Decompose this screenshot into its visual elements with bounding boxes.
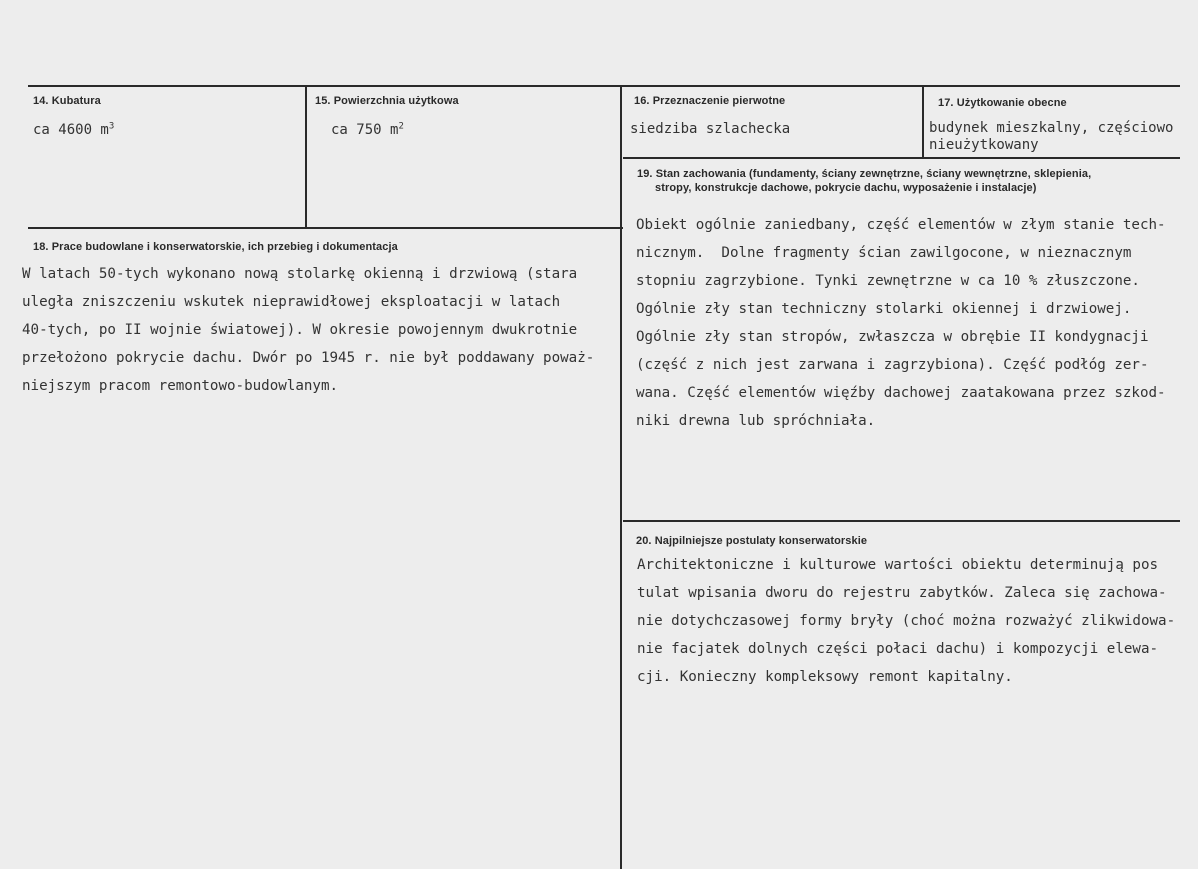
field-18-line-2: uległa zniszczeniu wskutek nieprawidłowej eksploatacji w latach xyxy=(22,294,561,310)
field-19-line-1: Obiekt ogólnie zaniedbany, część elementów w złym stanie tech- xyxy=(636,217,1166,233)
field-15-value-text: ca 750 m xyxy=(331,122,399,138)
field-18-line-5: niejszym pracom remontowo-budowlanym. xyxy=(22,378,339,394)
field-19-line-6: (część z nich jest zarwana i zagrzybiona). Część podłóg zer- xyxy=(636,357,1149,373)
field-15-value-sup: 2 xyxy=(398,121,404,132)
field-14-value xyxy=(33,122,114,138)
field-18-label: 18. Prace budowlane i konserwatorskie, ich przebieg i dokumentacja xyxy=(33,241,398,253)
field-20-line-4: nie facjatek dolnych części połaci dachu) i kompozycji elewa- xyxy=(637,641,1159,657)
divider-v-center xyxy=(620,85,622,869)
divider-v1 xyxy=(305,85,307,228)
divider-top xyxy=(28,85,1180,87)
field-19-label-line-2: stropy, konstrukcje dachowe, pokrycie dachu, wyposażenie i instalacje) xyxy=(655,182,1037,194)
field-17-label: 17. Użytkowanie obecne xyxy=(938,97,1067,109)
field-15-label: 15. Powierzchnia użytkowa xyxy=(315,95,459,107)
field-19-line-8: niki drewna lub spróchniała. xyxy=(636,413,876,429)
field-20-line-5: cji. Konieczny kompleksowy remont kapitalny. xyxy=(637,669,1013,685)
divider-v3 xyxy=(922,85,924,158)
field-20-line-2: tulat wpisania dworu do rejestru zabytków. Zaleca się zachowa- xyxy=(637,585,1167,601)
field-18-text xyxy=(22,260,594,400)
field-14-value-text: ca 4600 m xyxy=(33,122,109,138)
field-16-value: siedziba szlachecka xyxy=(630,121,791,137)
field-20-text xyxy=(637,551,1175,691)
divider-right-2 xyxy=(623,520,1180,522)
field-17-value-line-2: nieużytkowany xyxy=(929,137,1039,153)
field-15-value xyxy=(331,122,404,138)
field-14-value-sup: 3 xyxy=(108,121,115,132)
field-18-line-1: W latach 50-tych wykonano nową stolarkę okienną i drzwiową (stara xyxy=(22,266,578,282)
field-19-label-line-1: 19. Stan zachowania (fundamenty, ściany zewnętrzne, ściany wewnętrzne, sklepienia, xyxy=(637,168,1092,180)
field-17-value-line-1: budynek mieszkalny, częściowo xyxy=(929,120,1174,136)
field-14-label: 14. Kubatura xyxy=(33,95,101,107)
field-19-line-2: nicznym. Dolne fragmenty ścian zawilgocone, w nieznacznym xyxy=(636,245,1132,261)
divider-row1 xyxy=(28,227,623,229)
field-16-label: 16. Przeznaczenie pierwotne xyxy=(634,95,786,107)
field-19-line-4: Ogólnie zły stan techniczny stolarki okiennej i drzwiowej. xyxy=(636,301,1132,317)
field-19-line-5: Ogólnie zły stan stropów, zwłaszcza w obrębie II kondygnacji xyxy=(636,329,1149,345)
field-20-line-3: nie dotychczasowej formy bryły (choć można rozważyć zlikwidowa- xyxy=(637,613,1176,629)
field-19-line-7: wana. Część elementów więźby dachowej zaatakowana przez szkod- xyxy=(636,385,1166,401)
field-19-line-3: stopniu zagrzybione. Tynki zewnętrzne w ca 10 % złuszczone. xyxy=(636,273,1140,289)
field-20-line-1: Architektoniczne i kulturowe wartości obiektu determinują pos xyxy=(637,557,1159,573)
field-18-line-3: 40-tych, po II wojnie światowej). W okresie powojennym dwukrotnie xyxy=(22,322,578,338)
divider-right-1 xyxy=(623,157,1180,159)
field-20-label: 20. Najpilniejsze postulaty konserwatorskie xyxy=(636,535,868,547)
field-19-text xyxy=(636,211,1166,435)
field-18-line-4: przełożono pokrycie dachu. Dwór po 1945 r. nie był poddawany poważ- xyxy=(22,350,595,366)
